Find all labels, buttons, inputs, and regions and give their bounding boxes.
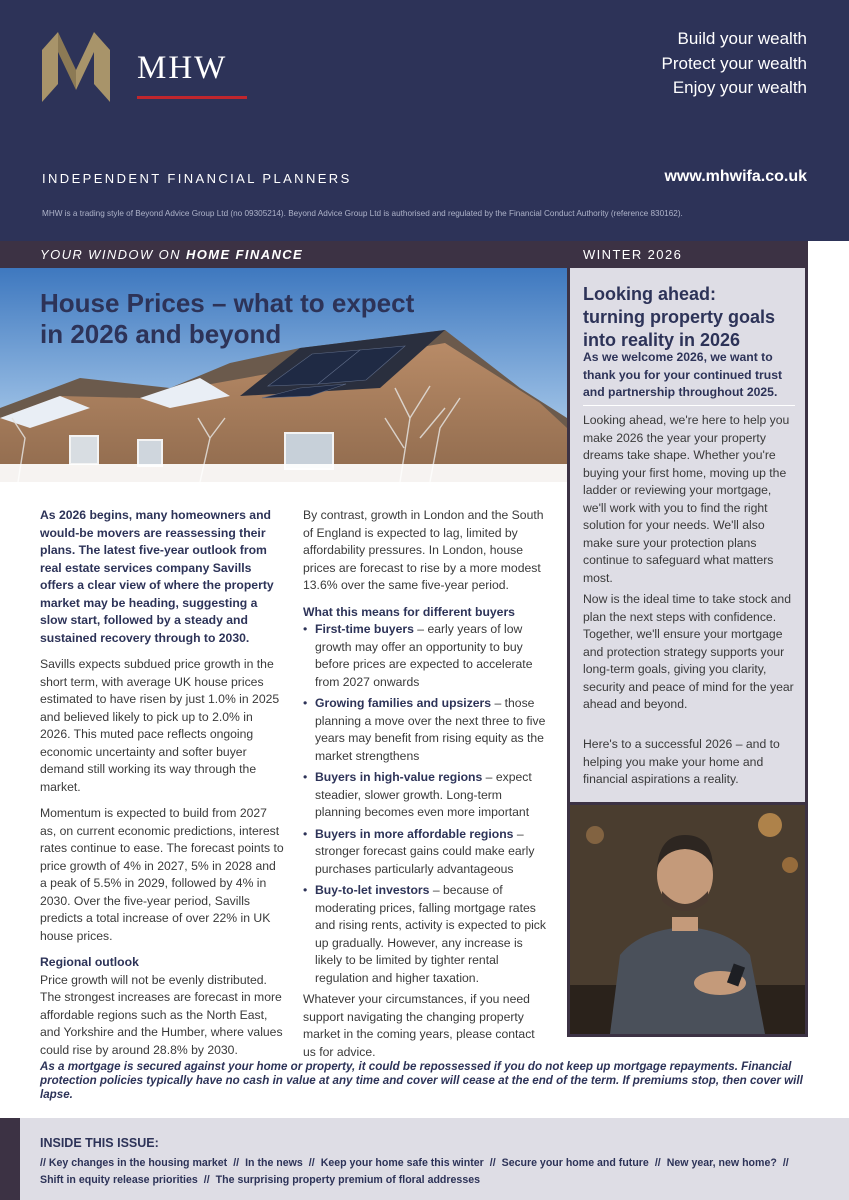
separator: //	[40, 1157, 46, 1169]
section-label	[40, 247, 303, 262]
issue-strip	[0, 241, 808, 268]
separator: //	[233, 1157, 240, 1169]
issue-item[interactable]: The surprising property premium of floral addresses	[215, 1174, 480, 1186]
sidebar-title	[583, 283, 775, 352]
sidebar-title-line-3: into reality in 2026	[583, 330, 741, 350]
sidebar-paragraph-2: Now is the ideal time to take stock and plan the next steps with confidence. Together, we'll ensure your mortgage and protection strategy supports your long-term goals, giving you clarity, security and peace of mind for the year ahead and beyond.	[583, 592, 794, 711]
list-item-title: First-time buyers	[315, 622, 414, 636]
separator: //	[308, 1157, 315, 1169]
article-title-line-2: in 2026 and beyond	[40, 319, 282, 349]
list-item	[303, 621, 548, 691]
issue-date: WINTER 2026	[583, 247, 683, 262]
sidebar-intro: As we welcome 2026, we want to thank you for your continued trust and partnership throughout 2025.	[583, 350, 783, 399]
taglines	[661, 27, 807, 101]
list-item	[303, 826, 548, 879]
list-item-text: – early years of low growth may offer an opportunity to buy before prices are expected to accelerate from 2027 onwards	[315, 622, 533, 689]
article-column-2	[303, 507, 548, 1070]
separator: //	[654, 1157, 661, 1169]
issue-item[interactable]: Key changes in the housing market	[48, 1157, 228, 1169]
list-item-title: Buyers in more affordable regions	[315, 826, 514, 841]
brand-name: MHW	[137, 50, 228, 86]
tagline-build: Build your wealth	[677, 29, 807, 48]
regulatory-notice: MHW is a trading style of Beyond Advice Group Ltd (no 09305214). Beyond Advice Group Ltd is authorised and regulated by the Financial Conduct Authority (reference 830162).	[42, 209, 683, 218]
mhw-logo-icon	[40, 30, 112, 102]
separator: //	[782, 1157, 789, 1169]
man-with-phone-photo	[567, 805, 808, 1037]
issue-item[interactable]: Secure your home and future	[501, 1157, 649, 1169]
sidebar-title-line-1: Looking ahead:	[583, 284, 717, 304]
article-closing: Whatever your circumstances, if you need support navigating the changing property market in the coming years, please contact us for advice.	[303, 992, 535, 1059]
list-item-title: Growing families and upsizers	[315, 696, 492, 710]
article-lead: As 2026 begins, many homeowners and would-be movers are reassessing their plans. The latest five-year outlook from real estate services company Savills offers a clear view of where the property market may be heading, suggesting a slow start, followed by a steady and sustained recovery through to 2030.	[40, 508, 274, 645]
sidebar-title-line-2: turning property goals	[583, 307, 776, 327]
website-link[interactable]: www.mhwifa.co.uk	[664, 168, 807, 185]
issue-item[interactable]: Shift in equity release priorities	[40, 1174, 198, 1186]
list-item	[303, 769, 548, 822]
article-title-line-1: House Prices – what to expect	[40, 288, 415, 318]
list-item-text: – those planning a move over the next three to five years may benefit from rising equity as the market strengthens	[315, 696, 546, 763]
buyers-list	[303, 621, 548, 987]
issue-item[interactable]: Keep your home safe this winter	[320, 1157, 484, 1169]
issue-item[interactable]: New year, new home?	[666, 1157, 777, 1169]
masthead	[0, 0, 849, 241]
footer-accent-bar	[0, 1118, 20, 1200]
list-item-title: Buy-to-let investors	[315, 883, 430, 897]
sidebar-paragraph-3: Here's to a successful 2026 – and to helping you make your home and financial aspirations a reality.	[583, 737, 780, 786]
article-paragraph-3: By contrast, growth in London and the South of England is expected to lag, limited by affordability pressures. In London, house prices are forecast to rise by a more modest 13.6% over the same five-year period.	[303, 508, 544, 592]
list-item	[303, 695, 548, 765]
article-title	[40, 288, 414, 350]
issue-item[interactable]: In the news	[245, 1157, 303, 1169]
tagline-protect: Protect your wealth	[661, 53, 807, 73]
risk-disclaimer: As a mortgage is secured against your home or property, it could be repossessed if you do not keep up mortgage repayments. Financial protection policies typically have no cash in value at any time and cover will cease at the end of the term. If premiums stop, then cover will lapse.	[40, 1060, 803, 1101]
buyers-heading: What this means for different buyers	[303, 604, 515, 619]
section-label-prefix: YOUR WINDOW ON	[40, 247, 186, 262]
tagline-enjoy: Enjoy your wealth	[672, 78, 807, 97]
list-item-title: Buyers in high-value regions	[315, 770, 483, 784]
list-item	[303, 882, 548, 987]
list-item-text: – because of moderating prices, falling mortgage rates and rising rents, activity is expected to pick up gradually. However, any increase is likely to be limited by tighter rental regulation and higher taxation.	[315, 883, 546, 985]
article-paragraph-1: Savills expects subdued price growth in the short term, with average UK house prices estimated to have risen by just 1.0% in 2025 and believed likely to pick up to 2.0% in 2026. This muted pace reflects ongoing economic uncertainty and softer buyer demand still working its way through the market.	[40, 657, 280, 794]
article-column-1	[40, 507, 285, 1068]
regional-outlook-heading: Regional outlook	[40, 955, 139, 969]
separator: //	[203, 1174, 210, 1186]
separator: //	[489, 1157, 496, 1169]
article-paragraph-2: Momentum is expected to build from 2027 as, on current economic predictions, interest rates continue to ease. The forecast points to price growth of 4% in 2027, 5% in 2028 and a peak of 5.5% in 2029, followed by 4% in 2030. Over the five-year period, Savills predicts a total increase of over 22% in UK house prices.	[40, 806, 284, 943]
brand-underline	[137, 96, 247, 99]
inside-issue-list	[40, 1155, 810, 1189]
list-item-text: – stronger forecast gains could make early purchases particularly advantageous	[315, 826, 535, 876]
inside-issue-title: INSIDE THIS ISSUE:	[40, 1136, 159, 1150]
section-label-bold: HOME FINANCE	[185, 247, 304, 262]
subtitle: INDEPENDENT FINANCIAL PLANNERS	[42, 171, 352, 186]
list-item-text: – expect steadier, slower growth. Long-term planning becomes even more important	[315, 770, 532, 819]
regional-outlook-text: Price growth will not be evenly distributed. The strongest increases are forecast in more affordable regions such as the North East, and Yorkshire and the Humber, where values could rise by around 28.8% by 2030.	[40, 972, 283, 1057]
sidebar-divider	[583, 405, 795, 406]
sidebar-paragraph-1: Looking ahead, we're here to help you make 2026 the year your property dreams take shape. Whether you're buying your first home, moving up the ladder or reviewing your mortgage, we'll work with you to find the right solution for your needs. We'll also make sure your protection plans continue to safeguard what matters most.	[583, 413, 790, 585]
